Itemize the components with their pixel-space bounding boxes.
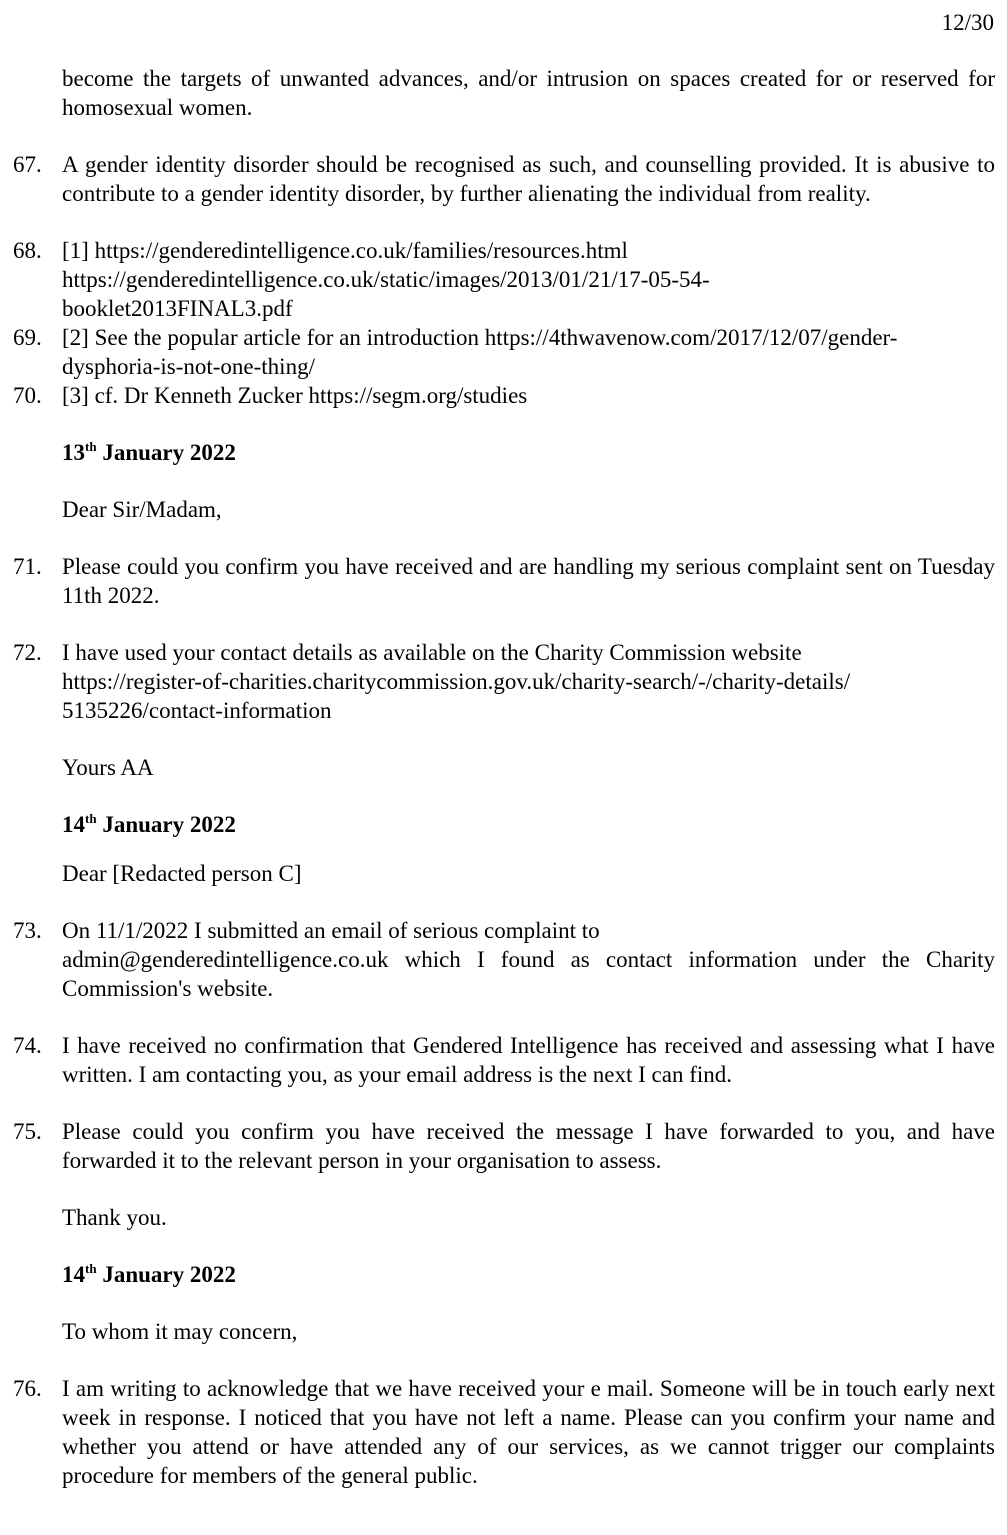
paragraph-76	[13, 1374, 995, 1490]
paragraph-69	[13, 323, 995, 381]
paragraph-70	[13, 381, 995, 410]
date-day: 14	[62, 1262, 85, 1287]
footnote-link-2: https://genderedintelligence.co.uk/static/images/2013/01/21/17-05-54-	[62, 267, 710, 292]
page-number: 12/30	[941, 10, 994, 35]
document-body	[13, 64, 995, 1518]
paragraph-text: [2] See the popular article for an introduction https://4thwavenow.com/2017/12/07/gender-dysphoria-is-not-one-thing/	[62, 325, 898, 379]
paragraph-line: I have used your contact details as available on the Charity Commission website	[62, 640, 802, 665]
date-suffix: th	[85, 1261, 97, 1276]
letter-date-heading	[13, 810, 995, 839]
date-rest: January 2022	[96, 812, 236, 837]
paragraph-73	[13, 916, 995, 1003]
continuation-paragraph: become the targets of unwanted advances, and/or intrusion on spaces created for or reserved for homosexual women.	[62, 66, 995, 120]
date-day: 13	[62, 440, 85, 465]
letter-signoff: Thank you.	[62, 1205, 167, 1230]
paragraph-text: [3] cf. Dr Kenneth Zucker https://segm.org/studies	[62, 383, 528, 408]
paragraph-number: 75.	[13, 1119, 42, 1144]
paragraph-74	[13, 1031, 995, 1089]
paragraph-text: A gender identity disorder should be recognised as such, and counselling provided. It is abusive to contribute to a gender identity disorder, by further alienating the individual from reality.	[62, 152, 995, 206]
paragraph-line: On 11/1/2022 I submitted an email of serious complaint to	[62, 918, 600, 943]
letter-salutation: Dear [Redacted person C]	[62, 861, 302, 886]
paragraph-67	[13, 150, 995, 208]
paragraph-71	[13, 552, 995, 610]
charity-commission-url: https://register-of-charities.charitycommission.gov.uk/charity-search/-/charity-details/	[62, 669, 851, 694]
paragraph-text: Please could you confirm you have received the message I have forwarded to you, and have forwarded it to the relevant person in your organisation to assess.	[62, 1119, 995, 1173]
date-rest: January 2022	[96, 440, 236, 465]
charity-commission-url-end: 5135226/contact-information	[62, 698, 332, 723]
paragraph-number: 70.	[13, 383, 42, 408]
letter-date-heading	[13, 1260, 995, 1289]
paragraph-text: admin@genderedintelligence.co.uk which I found as contact information under the Charity Commission's website.	[62, 947, 995, 1001]
footnote-link-1: [1] https://genderedintelligence.co.uk/families/resources.html	[62, 238, 628, 263]
paragraph-72	[13, 638, 995, 725]
paragraph-number: 67.	[13, 152, 42, 177]
paragraph-75	[13, 1117, 995, 1175]
paragraph-text: Please could you confirm you have received and are handling my serious complaint sent on Tuesday 11th 2022.	[62, 554, 995, 608]
paragraph-number: 68.	[13, 238, 42, 263]
letter-signoff: Yours AA	[62, 755, 154, 780]
paragraph-68	[13, 236, 995, 323]
letter-salutation: To whom it may concern,	[62, 1319, 298, 1344]
paragraph-number: 74.	[13, 1033, 42, 1058]
letter-date-heading	[13, 438, 995, 467]
paragraph-text: I am writing to acknowledge that we have received your e mail. Someone will be in touch early next week in response. I noticed that you have not left a name. Please can you confirm your name and whether you attend or have attended any of our services, as we cannot trigger our complaints procedure for members of the general public.	[62, 1376, 995, 1488]
paragraph-number: 72.	[13, 640, 42, 665]
date-day: 14	[62, 812, 85, 837]
date-suffix: th	[85, 811, 97, 826]
paragraph-number: 69.	[13, 325, 42, 350]
paragraph-number: 71.	[13, 554, 42, 579]
date-rest: January 2022	[96, 1262, 236, 1287]
paragraph-number: 73.	[13, 918, 42, 943]
date-suffix: th	[85, 439, 97, 454]
paragraph-text: I have received no confirmation that Gendered Intelligence has received and assessing what I have written. I am contacting you, as your email address is the next I can find.	[62, 1033, 995, 1087]
letter-salutation: Dear Sir/Madam,	[62, 497, 222, 522]
footnote-link-3: booklet2013FINAL3.pdf	[62, 296, 293, 321]
paragraph-number: 76.	[13, 1376, 42, 1401]
